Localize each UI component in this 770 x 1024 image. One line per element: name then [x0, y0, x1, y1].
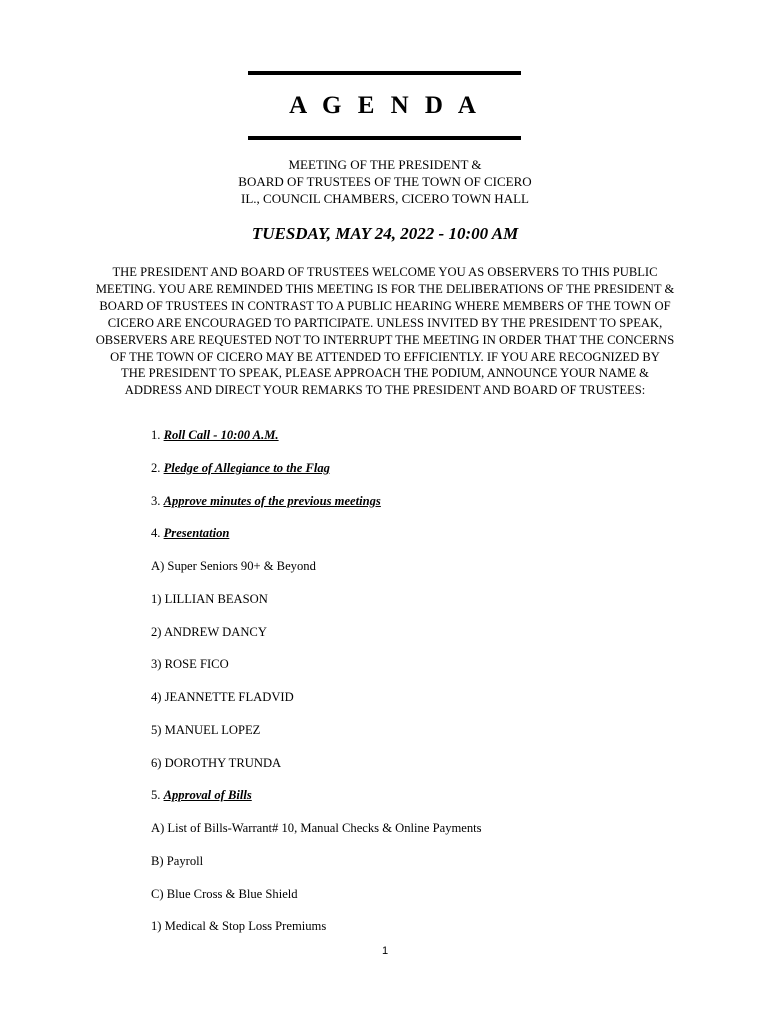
welcome-line: THE PRESIDENT AND BOARD OF TRUSTEES WELCOME YOU AS OBSERVERS TO THIS PUBLIC	[112, 265, 658, 279]
sub-item: B) Payroll	[151, 853, 204, 868]
meeting-line: MEETING OF THE PRESIDENT &	[288, 157, 482, 172]
welcome-line: OBSERVERS ARE REQUESTED NOT TO INTERRUPT THE MEETING IN ORDER THAT THE CONCERNS	[95, 332, 675, 347]
honoree-item: 3) ROSE FICO	[151, 657, 229, 672]
item-number: 3.	[151, 493, 164, 508]
item-title: Pledge of Allegiance to the Flag	[163, 460, 330, 475]
honoree-item: 6) DOROTHY TRUNDA	[151, 755, 282, 770]
meeting-line: IL., COUNCIL CHAMBERS, CICERO TOWN HALL	[241, 191, 529, 206]
welcome-line: CICERO ARE ENCOURAGED TO PARTICIPATE. UNLESS INVITED BY THE PRESIDENT TO SPEAK,	[107, 315, 663, 330]
item-number: 1.	[151, 428, 164, 442]
agenda-item-bills	[151, 788, 711, 821]
honoree-item: 5) MANUEL LOPEZ	[151, 722, 261, 737]
honoree-item: 4) JEANNETTE FLADVID	[151, 690, 294, 704]
welcome-line: THE PRESIDENT TO SPEAK, PLEASE APPROACH THE PODIUM, ANNOUNCE YOUR NAME &	[121, 366, 649, 381]
honoree-item: 1) LILLIAN BEASON	[151, 591, 268, 606]
welcome-line: BOARD OF TRUSTEES IN CONTRAST TO A PUBLIC HEARING WHERE MEMBERS OF THE TOWN OF	[99, 298, 671, 313]
agenda-item-roll-call	[151, 428, 711, 461]
agenda-title: A G E N D A	[289, 92, 481, 119]
welcome-line: ADDRESS AND DIRECT YOUR REMARKS TO THE PRESIDENT AND BOARD OF TRUSTEES:	[124, 383, 646, 398]
sub-item: A) List of Bills-Warrant# 10, Manual Checks & Online Payments	[151, 821, 482, 835]
sub-item: A) Super Seniors 90+ & Beyond	[151, 559, 316, 573]
bottom-rule	[248, 136, 521, 140]
meeting-date: TUESDAY, MAY 24, 2022 - 10:00 AM	[251, 224, 519, 243]
item-number: 4.	[151, 526, 164, 541]
agenda-item-presentation	[151, 526, 711, 559]
item-title: Approval of Bills	[163, 788, 252, 803]
welcome-line: MEETING. YOU ARE REMINDED THIS MEETING IS FOR THE DELIBERATIONS OF THE PRESIDENT &	[95, 281, 675, 296]
agenda-items	[151, 428, 711, 952]
agenda-item-pledge	[151, 461, 711, 494]
meeting-line: BOARD OF TRUSTEES OF THE TOWN OF CICERO	[238, 174, 532, 189]
agenda-item-minutes	[151, 494, 711, 527]
welcome-paragraph	[0, 264, 770, 399]
meeting-heading	[0, 156, 770, 207]
sub-item: 1) Medical & Stop Loss Premiums	[151, 919, 327, 934]
item-title: Roll Call - 10:00 A.M.	[163, 428, 279, 442]
item-title: Presentation	[163, 526, 230, 541]
sub-item: C) Blue Cross & Blue Shield	[151, 886, 298, 901]
item-number: 2.	[151, 460, 164, 475]
item-number: 5.	[151, 788, 164, 803]
item-title: Approve minutes of the previous meetings	[163, 493, 381, 508]
honoree-item: 2) ANDREW DANCY	[151, 624, 267, 639]
top-rule	[248, 71, 521, 75]
page-number: 1	[381, 945, 389, 957]
welcome-line: OF THE TOWN OF CICERO MAY BE ATTENDED TO EFFICIENTLY. IF YOU ARE RECOGNIZED BY	[110, 349, 660, 364]
